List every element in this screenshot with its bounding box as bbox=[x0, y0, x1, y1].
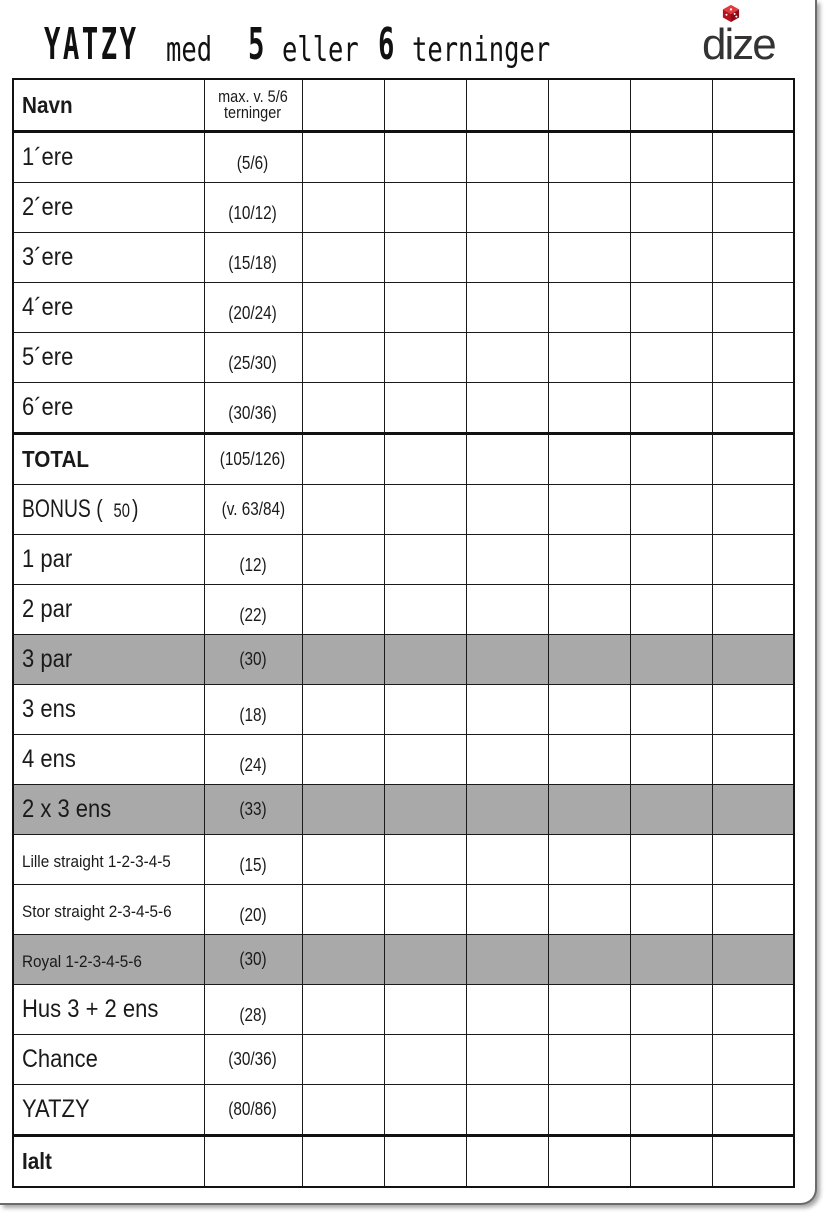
score-cell[interactable] bbox=[548, 233, 630, 283]
score-cell[interactable] bbox=[302, 183, 384, 233]
score-cell[interactable] bbox=[384, 735, 466, 785]
score-cell[interactable] bbox=[384, 885, 466, 935]
dize-logo bbox=[702, 4, 792, 72]
score-row-four-kind bbox=[13, 735, 794, 785]
score-cell[interactable] bbox=[712, 835, 794, 885]
score-cell[interactable] bbox=[630, 283, 712, 333]
row-label-text bbox=[22, 495, 140, 524]
row-max bbox=[204, 785, 302, 835]
score-cell[interactable] bbox=[712, 1035, 794, 1085]
score-cell[interactable] bbox=[630, 434, 712, 485]
row-label-text: YATZY bbox=[22, 1095, 90, 1123]
score-cell[interactable] bbox=[302, 685, 384, 735]
player-name-cell[interactable] bbox=[630, 79, 712, 132]
row-max bbox=[204, 535, 302, 585]
score-cell[interactable] bbox=[712, 785, 794, 835]
row-max-text: (v. 63/84) bbox=[221, 499, 285, 519]
row-max bbox=[204, 233, 302, 283]
score-cell[interactable] bbox=[548, 585, 630, 635]
max-header-cell bbox=[204, 79, 302, 132]
row-label-text: Stor straight 2-3-4-5-6 bbox=[22, 902, 172, 921]
bonus-label: BONUS ( bbox=[22, 495, 103, 523]
row-max-text: (24) bbox=[239, 755, 267, 775]
row-label-text: 2 par bbox=[22, 595, 73, 623]
row-label bbox=[13, 1136, 204, 1188]
score-cell[interactable] bbox=[302, 1035, 384, 1085]
score-cell[interactable] bbox=[630, 183, 712, 233]
row-max bbox=[204, 635, 302, 685]
score-cell[interactable] bbox=[712, 585, 794, 635]
row-max bbox=[204, 434, 302, 485]
score-row-yatzy bbox=[13, 1085, 794, 1136]
score-row-one-pair bbox=[13, 535, 794, 585]
score-cell[interactable] bbox=[712, 434, 794, 485]
score-cell[interactable] bbox=[302, 1136, 384, 1188]
bonus-amount: 50 bbox=[113, 501, 131, 522]
score-cell[interactable] bbox=[712, 132, 794, 183]
row-label bbox=[13, 333, 204, 383]
score-row-royal bbox=[13, 935, 794, 985]
score-cell[interactable] bbox=[548, 885, 630, 935]
row-label-text: 3 par bbox=[22, 645, 73, 673]
title-eller: eller bbox=[282, 30, 359, 70]
score-cell[interactable] bbox=[712, 383, 794, 434]
score-cell[interactable] bbox=[548, 132, 630, 183]
name-label: Navn bbox=[22, 91, 73, 118]
score-cell[interactable] bbox=[548, 635, 630, 685]
score-cell[interactable] bbox=[466, 1136, 548, 1188]
score-cell[interactable] bbox=[302, 535, 384, 585]
score-cell[interactable] bbox=[548, 1136, 630, 1188]
score-cell[interactable] bbox=[630, 132, 712, 183]
row-label-text: Lille straight 1-2-3-4-5 bbox=[22, 852, 171, 871]
score-cell[interactable] bbox=[466, 383, 548, 434]
score-cell[interactable] bbox=[630, 835, 712, 885]
score-cell[interactable] bbox=[384, 785, 466, 835]
score-cell[interactable] bbox=[630, 233, 712, 283]
row-max-text: (15/18) bbox=[228, 253, 278, 273]
row-max bbox=[204, 685, 302, 735]
score-cell[interactable] bbox=[630, 1136, 712, 1188]
score-cell[interactable] bbox=[630, 1085, 712, 1136]
score-cell[interactable] bbox=[548, 485, 630, 535]
score-cell[interactable] bbox=[548, 1085, 630, 1136]
score-cell[interactable] bbox=[302, 383, 384, 434]
score-cell[interactable] bbox=[384, 333, 466, 383]
score-row-house bbox=[13, 985, 794, 1035]
score-cell[interactable] bbox=[630, 333, 712, 383]
row-label bbox=[13, 535, 204, 585]
score-cell[interactable] bbox=[384, 535, 466, 585]
score-cell[interactable] bbox=[548, 935, 630, 985]
row-label-text: 6´ere bbox=[22, 393, 74, 421]
row-label-text: 1 par bbox=[22, 545, 73, 573]
player-name-cell[interactable] bbox=[548, 79, 630, 132]
score-cell[interactable] bbox=[302, 132, 384, 183]
row-max bbox=[204, 283, 302, 333]
score-cell[interactable] bbox=[712, 985, 794, 1035]
score-cell[interactable] bbox=[548, 735, 630, 785]
row-max-text: (33) bbox=[239, 799, 267, 819]
score-cell[interactable] bbox=[712, 935, 794, 985]
score-cell[interactable] bbox=[466, 985, 548, 1035]
row-max-text: (30/36) bbox=[228, 403, 278, 423]
score-cell[interactable] bbox=[466, 635, 548, 685]
score-cell[interactable] bbox=[630, 785, 712, 835]
row-max-text: (20/24) bbox=[228, 303, 278, 323]
score-cell[interactable] bbox=[466, 1035, 548, 1085]
score-cell[interactable] bbox=[630, 985, 712, 1035]
score-cell[interactable] bbox=[384, 835, 466, 885]
row-max bbox=[204, 1085, 302, 1136]
row-label-text: TOTAL bbox=[22, 446, 90, 472]
max-header-line2: terninger bbox=[224, 103, 282, 122]
score-row-bonus bbox=[13, 485, 794, 535]
title-yatzy: YATZY bbox=[44, 19, 139, 70]
score-cell[interactable] bbox=[302, 233, 384, 283]
score-cell[interactable] bbox=[548, 434, 630, 485]
score-cell[interactable] bbox=[466, 434, 548, 485]
score-table bbox=[12, 78, 795, 1188]
score-cell[interactable] bbox=[712, 735, 794, 785]
row-max bbox=[204, 885, 302, 935]
row-label bbox=[13, 635, 204, 685]
score-cell[interactable] bbox=[548, 333, 630, 383]
score-cell[interactable] bbox=[466, 283, 548, 333]
row-label-text: Hus 3 + 2 ens bbox=[22, 995, 159, 1023]
row-max bbox=[204, 485, 302, 535]
score-cell[interactable] bbox=[630, 685, 712, 735]
row-label-text: 2´ere bbox=[22, 193, 74, 221]
row-label bbox=[13, 735, 204, 785]
player-name-cell[interactable] bbox=[384, 79, 466, 132]
score-cell[interactable] bbox=[384, 183, 466, 233]
score-cell[interactable] bbox=[466, 935, 548, 985]
title-five: 5 bbox=[248, 19, 267, 70]
row-label-text: 3´ere bbox=[22, 243, 74, 271]
row-max bbox=[204, 585, 302, 635]
row-label-text: Royal 1-2-3-4-5-6 bbox=[22, 952, 142, 971]
row-label bbox=[13, 1035, 204, 1085]
score-cell[interactable] bbox=[384, 434, 466, 485]
score-cell[interactable] bbox=[712, 685, 794, 735]
row-label bbox=[13, 434, 204, 485]
row-label bbox=[13, 132, 204, 183]
score-cell[interactable] bbox=[630, 935, 712, 985]
score-cell[interactable] bbox=[548, 685, 630, 735]
sheet-title bbox=[44, 6, 552, 70]
row-max bbox=[204, 835, 302, 885]
row-max-text: (80/86) bbox=[228, 1099, 278, 1119]
score-row-two-three-kind bbox=[13, 785, 794, 835]
score-cell[interactable] bbox=[466, 485, 548, 535]
score-cell[interactable] bbox=[466, 233, 548, 283]
player-name-cell[interactable] bbox=[466, 79, 548, 132]
score-cell[interactable] bbox=[302, 985, 384, 1035]
row-label bbox=[13, 283, 204, 333]
score-cell[interactable] bbox=[712, 885, 794, 935]
score-cell[interactable] bbox=[712, 333, 794, 383]
row-max-text: (30) bbox=[239, 649, 267, 669]
score-row-ones bbox=[13, 132, 794, 183]
score-cell[interactable] bbox=[302, 735, 384, 785]
row-label bbox=[13, 585, 204, 635]
score-cell[interactable] bbox=[302, 585, 384, 635]
score-cell[interactable] bbox=[630, 485, 712, 535]
row-max bbox=[204, 333, 302, 383]
score-cell[interactable] bbox=[548, 535, 630, 585]
score-cell[interactable] bbox=[384, 935, 466, 985]
row-label bbox=[13, 485, 204, 535]
score-cell[interactable] bbox=[630, 585, 712, 635]
row-max bbox=[204, 985, 302, 1035]
score-cell[interactable] bbox=[302, 283, 384, 333]
row-label-text: Chance bbox=[22, 1045, 98, 1073]
score-cell[interactable] bbox=[712, 635, 794, 685]
row-max-text: (105/126) bbox=[220, 449, 286, 469]
row-max-text: (30) bbox=[239, 949, 267, 969]
title-terninger: terninger bbox=[412, 30, 551, 70]
score-cell[interactable] bbox=[384, 383, 466, 434]
row-label-text: Ialt bbox=[22, 1148, 52, 1174]
score-cell[interactable] bbox=[466, 333, 548, 383]
score-cell[interactable] bbox=[712, 485, 794, 535]
score-cell[interactable] bbox=[302, 935, 384, 985]
player-name-cell[interactable] bbox=[712, 79, 794, 132]
score-cell[interactable] bbox=[466, 183, 548, 233]
row-label-text: 5´ere bbox=[22, 343, 74, 371]
title-med: med bbox=[166, 30, 213, 70]
score-cell[interactable] bbox=[466, 785, 548, 835]
score-row-twos bbox=[13, 183, 794, 233]
row-label-text: 4 ens bbox=[22, 745, 76, 773]
row-max bbox=[204, 1136, 302, 1188]
score-cell[interactable] bbox=[384, 1035, 466, 1085]
score-cell[interactable] bbox=[384, 233, 466, 283]
score-row-two-pair bbox=[13, 585, 794, 635]
score-cell[interactable] bbox=[384, 635, 466, 685]
row-max-text: (10/12) bbox=[228, 203, 278, 223]
logo-text: dize bbox=[702, 20, 775, 69]
row-max-text: (15) bbox=[239, 855, 267, 875]
score-cell[interactable] bbox=[712, 1085, 794, 1136]
score-cell[interactable] bbox=[630, 735, 712, 785]
score-cell[interactable] bbox=[548, 383, 630, 434]
row-max-text: (18) bbox=[239, 705, 267, 725]
row-max-text: (5/6) bbox=[237, 153, 269, 173]
score-cell[interactable] bbox=[466, 1085, 548, 1136]
score-cell[interactable] bbox=[466, 585, 548, 635]
score-row-grand-total bbox=[13, 1136, 794, 1188]
score-cell[interactable] bbox=[630, 885, 712, 935]
score-cell[interactable] bbox=[302, 885, 384, 935]
row-label bbox=[13, 685, 204, 735]
score-cell[interactable] bbox=[302, 485, 384, 535]
score-row-large-straight bbox=[13, 885, 794, 935]
row-max-text: (30/36) bbox=[228, 1049, 278, 1069]
row-max-text: (22) bbox=[239, 605, 267, 625]
score-cell[interactable] bbox=[384, 283, 466, 333]
score-cell[interactable] bbox=[466, 835, 548, 885]
title-six: 6 bbox=[378, 19, 397, 70]
row-max bbox=[204, 383, 302, 434]
score-cell[interactable] bbox=[712, 183, 794, 233]
score-cell[interactable] bbox=[466, 685, 548, 735]
row-max bbox=[204, 183, 302, 233]
score-row-chance bbox=[13, 1035, 794, 1085]
score-row-small-straight bbox=[13, 835, 794, 885]
score-row-sixes bbox=[13, 383, 794, 434]
row-label-text: 4´ere bbox=[22, 293, 74, 321]
name-label-cell bbox=[13, 79, 204, 132]
row-max bbox=[204, 132, 302, 183]
score-cell[interactable] bbox=[302, 1085, 384, 1136]
row-label bbox=[13, 785, 204, 835]
score-cell[interactable] bbox=[466, 885, 548, 935]
score-cell[interactable] bbox=[302, 835, 384, 885]
score-cell[interactable] bbox=[712, 535, 794, 585]
score-cell[interactable] bbox=[466, 132, 548, 183]
row-label bbox=[13, 1085, 204, 1136]
score-cell[interactable] bbox=[548, 1035, 630, 1085]
row-max bbox=[204, 935, 302, 985]
score-cell[interactable] bbox=[548, 785, 630, 835]
score-cell[interactable] bbox=[712, 1136, 794, 1188]
row-label bbox=[13, 233, 204, 283]
header-row bbox=[13, 79, 794, 132]
row-label bbox=[13, 383, 204, 434]
row-label-text: 2 x 3 ens bbox=[22, 795, 112, 823]
row-label bbox=[13, 885, 204, 935]
score-cell[interactable] bbox=[712, 233, 794, 283]
row-max-text: (25/30) bbox=[228, 353, 278, 373]
score-cell[interactable] bbox=[548, 283, 630, 333]
score-cell[interactable] bbox=[302, 635, 384, 685]
score-cell[interactable] bbox=[384, 1136, 466, 1188]
score-row-threes bbox=[13, 233, 794, 283]
score-cell[interactable] bbox=[630, 1035, 712, 1085]
score-cell[interactable] bbox=[630, 635, 712, 685]
row-max-text: (20) bbox=[239, 905, 267, 925]
max-header-line1: max. v. 5/6 bbox=[218, 87, 288, 106]
row-label bbox=[13, 835, 204, 885]
player-name-cell[interactable] bbox=[302, 79, 384, 132]
row-label bbox=[13, 183, 204, 233]
score-row-three-pair bbox=[13, 635, 794, 685]
score-cell[interactable] bbox=[548, 985, 630, 1035]
row-max-text: (28) bbox=[239, 1005, 267, 1025]
score-cell[interactable] bbox=[630, 383, 712, 434]
score-cell[interactable] bbox=[384, 585, 466, 635]
score-cell[interactable] bbox=[466, 535, 548, 585]
score-cell[interactable] bbox=[548, 835, 630, 885]
row-max bbox=[204, 735, 302, 785]
row-label-text: 3 ens bbox=[22, 695, 76, 723]
score-cell[interactable] bbox=[712, 283, 794, 333]
score-cell[interactable] bbox=[466, 735, 548, 785]
row-max bbox=[204, 1035, 302, 1085]
row-label-text: 1´ere bbox=[22, 143, 74, 171]
score-cell[interactable] bbox=[302, 785, 384, 835]
score-cell[interactable] bbox=[630, 535, 712, 585]
score-cell[interactable] bbox=[384, 685, 466, 735]
score-cell[interactable] bbox=[384, 985, 466, 1035]
score-cell[interactable] bbox=[384, 1085, 466, 1136]
score-row-fours bbox=[13, 283, 794, 333]
score-row-three-kind bbox=[13, 685, 794, 735]
row-label bbox=[13, 985, 204, 1035]
score-row-fives bbox=[13, 333, 794, 383]
score-row-total bbox=[13, 434, 794, 485]
row-max-text: (12) bbox=[239, 555, 267, 575]
score-cell[interactable] bbox=[302, 333, 384, 383]
bonus-paren: ) bbox=[132, 495, 139, 523]
score-cell[interactable] bbox=[302, 434, 384, 485]
score-cell[interactable] bbox=[384, 485, 466, 535]
score-cell[interactable] bbox=[548, 183, 630, 233]
score-cell[interactable] bbox=[384, 132, 466, 183]
row-label bbox=[13, 935, 204, 985]
